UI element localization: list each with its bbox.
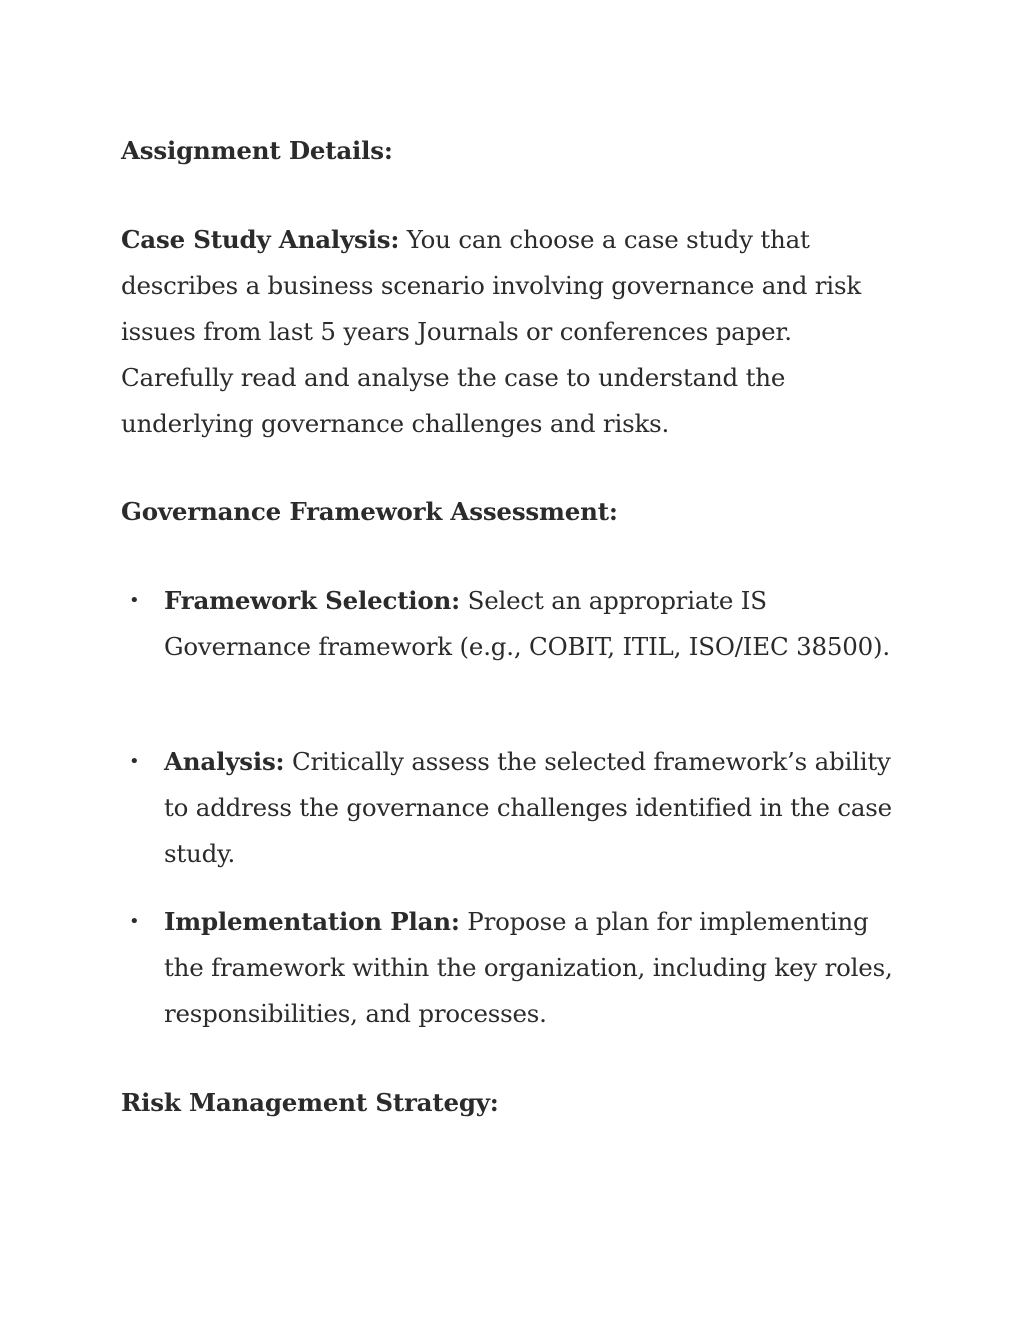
list-item-label: Analysis: [164,747,285,776]
list-item-implementation-plan [121,899,911,1037]
list-item-framework-selection [121,578,911,670]
list-item-text [164,578,914,670]
governance-framework-heading: Governance Framework Assessment: [121,497,618,526]
list-item-body: Critically assess the selected framework’s ability to address the governance challenges identified in the case study. [164,747,892,868]
list-item-analysis [121,739,911,877]
case-study-label: Case Study Analysis: [121,225,400,254]
list-item-body: Select an appropriate IS Governance framework (e.g., COBIT, ITIL, ISO/IEC 38500). [164,586,890,661]
list-item-text [164,739,914,877]
list-item-label: Framework Selection: [164,586,461,615]
list-item-body: Propose a plan for implementing the framework within the organization, including key roles, responsibilities, and processes. [164,907,893,1028]
risk-management-heading: Risk Management Strategy: [121,1088,499,1117]
list-item-label: Implementation Plan: [164,907,460,936]
bullet-icon: • [129,590,140,611]
assignment-details-heading: Assignment Details: [121,136,393,165]
bullet-icon: • [129,751,140,772]
list-item-text [164,899,914,1037]
case-study-text: You can choose a case study that describes a business scenario involving governance and risk issues from last 5 years Journals or conferences paper. Carefully read and analyse the case to understand the underlying governance challenges and risks. [121,225,861,438]
bullet-icon: • [129,911,140,932]
case-study-paragraph [121,217,911,447]
